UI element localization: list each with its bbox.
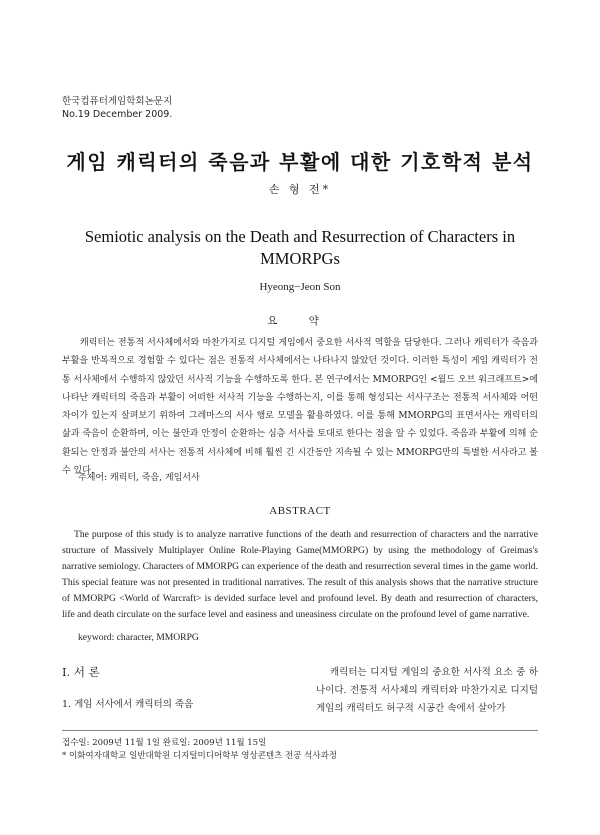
keywords-korean: 주제어: 캐릭터, 죽음, 게임서사 (78, 473, 200, 483)
abstract-english-text: The purpose of this study is to analyze narrative functions of the death and resurrection of characters and the narrative structure of Massively Multiplayer Online Role-Playing Game(MMORPG) by using the methodology of Greimas's narrative semiology. Characters of MMORPG can experience of the death and resurrection several times in the game world. This special feature was not presented in traditional narratives. The result of this analysis shows that the narrative structure of MMORPG <World of Warcraft> is devided surface level and profound level. By death and resurrection of characters, life and death circulate on the surface level and easiness and uneasiness circulate on the profound level of game narrative. (62, 529, 538, 620)
keywords-english: keyword: character, MMORPG (78, 632, 199, 643)
footnote-affiliation: * 이화여자대학교 일반대학원 디지털미디어학부 영상콘텐츠 전공 석사과정 (62, 751, 338, 761)
footnote-dates: 접수일: 2009년 11월 1일 완료일: 2009년 11월 15일 (62, 738, 267, 748)
abstract-english-heading: ABSTRACT (269, 505, 331, 517)
section-title-introduction: Ⅰ. 서 론 (62, 665, 100, 679)
subsection-title: 1. 게임 서사에서 캐릭터의 죽음 (62, 699, 194, 710)
paper-title-korean: 게임 캐릭터의 죽음과 부활에 대한 기호학적 분석 (66, 150, 534, 174)
paper-title-english: Semiotic analysis on the Death and Resurrection of Characters in MMORPGs (84, 227, 516, 268)
journal-header (62, 95, 172, 121)
footnote-divider (62, 730, 538, 731)
author-english: Hyeong−Jeon Son (259, 281, 341, 293)
journal-issue: No.19 December 2009. (62, 109, 173, 120)
author-korean: 손 형 전* (268, 183, 332, 196)
journal-name: 한국컴퓨터게임학회논문지 (62, 96, 173, 107)
abstract-korean-text: 캐릭터는 전통적 서사체에서와 마찬가지로 디지털 게임에서 중요한 서사적 역할을 담당한다. 그러나 캐릭터가 죽음과 부활을 반복적으로 경험할 수 있다는 점은 전통적 서사체에서는 나타나지 않았던 것이다. 이러한 특성이 게임 캐릭터가 전통 서사체에서 수행하지 않았던 서사적 기능을 수행하도록 한다. 본 연구에서는 MMORPG인 <월드 오브 워크래프트>에 나타난 캐릭터의 죽음과 부활이 어떠한 서사적 기능을 수행하는지, 이를 통해 형성되는 서사구조는 전통적 서사체와 어떤 차이가 있는지 살펴보기 위하여 그레마스의 서사 행로 모델을 활용하였다. 이를 통해 MMORPG의 표면서사는 캐릭터의 삶과 죽음이 순환하며, 이는 불안과 안정이 순환하는 심층 서사를 토대로 한다는 점을 알 수 있었다. 죽음과 부활에 의해 순환되는 안정과 불안의 서사는 전통적 서사체에 비해 훨씬 긴 시간동안 지속될 수 있는 MMORPG만의 특별한 서사라고 볼 수 있다. (62, 338, 538, 477)
body-text-right-column: 캐릭터는 디지털 게임의 중요한 서사적 요소 중 하나이다. 전통적 서사체의 캐릭터와 마찬가지로 디지털 게임의 캐릭터도 허구적 시공간 속에서 살아가 (316, 667, 538, 714)
abstract-korean-heading: 요 약 (267, 315, 333, 327)
footnote (62, 737, 337, 763)
